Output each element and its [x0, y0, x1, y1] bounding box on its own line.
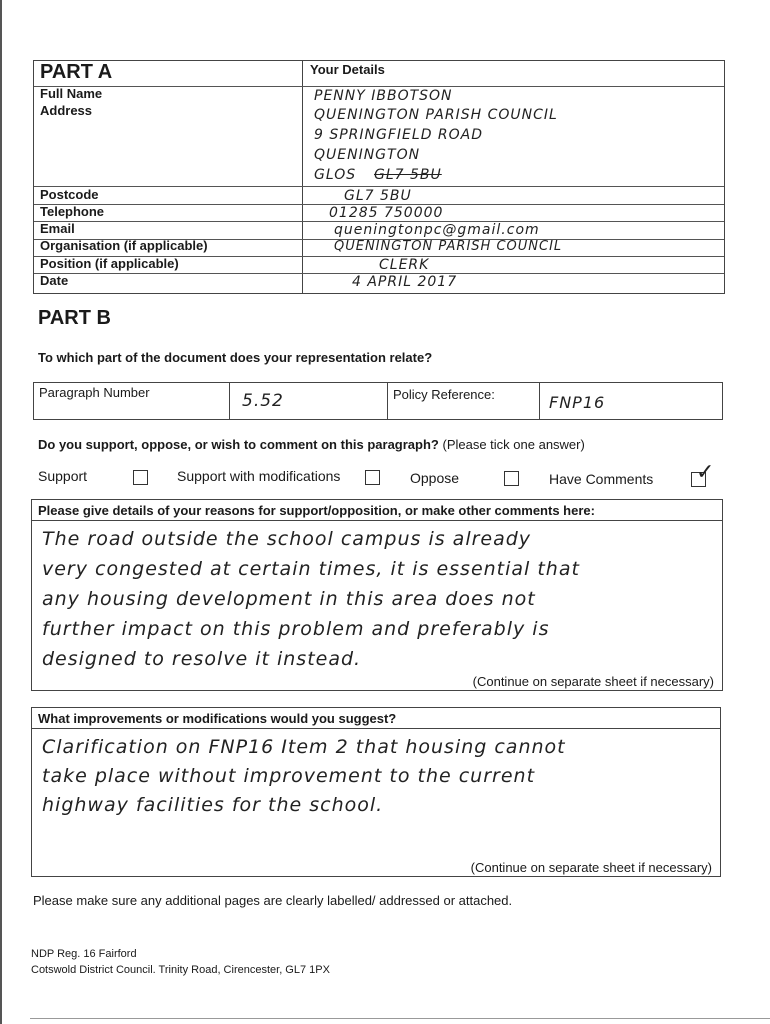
postcode-label: Postcode: [40, 187, 99, 202]
option-support-label: Support: [38, 468, 88, 484]
reasons-box[interactable]: [31, 499, 723, 691]
column-divider: [302, 61, 303, 293]
address-struck-postcode: GL7 5BU: [374, 167, 442, 183]
reasons-line: very congested at certain times, it is essential that: [42, 558, 580, 580]
improvements-line: take place without improvement to the current: [42, 765, 536, 787]
reasons-line: further impact on this problem and preferably is: [42, 618, 550, 640]
reasons-line: The road outside the school campus is already: [42, 528, 532, 550]
support-question: [38, 437, 585, 452]
paragraph-number-value: 5.52: [242, 391, 284, 411]
your-details-heading: Your Details: [310, 62, 385, 77]
support-question-note: (Please tick one answer): [442, 437, 585, 452]
improvements-line: highway facilities for the school.: [42, 794, 384, 816]
part-a-table: [33, 60, 725, 294]
email-label: Email: [40, 221, 75, 236]
paragraph-number-label: Paragraph Number: [39, 385, 150, 400]
postcode-value: GL7 5BU: [344, 188, 412, 204]
option-support-checkbox[interactable]: [133, 470, 148, 485]
improvements-line: Clarification on FNP16 Item 2 that housing cannot: [42, 736, 566, 758]
option-oppose-label: Oppose: [410, 470, 460, 486]
column-divider: [387, 383, 388, 419]
position-value: CLERK: [379, 257, 430, 273]
support-question-text: Do you support, oppose, or wish to comment on this paragraph?: [38, 437, 439, 452]
date-value: 4 APRIL 2017: [352, 274, 458, 290]
reasons-line: any housing development in this area does not: [42, 588, 536, 610]
heading-divider: [32, 520, 722, 521]
organisation-label: Organisation (if applicable): [40, 238, 208, 253]
improvements-heading: What improvements or modifications would you suggest?: [38, 711, 397, 726]
part-a-title: PART A: [40, 61, 113, 83]
address-label: Address: [40, 103, 93, 118]
document-reference: NDP Reg. 16 Fairford: [31, 948, 137, 960]
address-line-3: QUENINGTON: [314, 147, 421, 163]
policy-reference-label: Policy Reference:: [393, 387, 495, 402]
address-line-2: 9 SPRINGFIELD ROAD: [314, 127, 484, 143]
reasons-heading: Please give details of your reasons for support/opposition, or make other comments here:: [38, 503, 595, 518]
reasons-continue-note: (Continue on separate sheet if necessary): [472, 674, 714, 689]
telephone-value: 01285 750000: [329, 205, 444, 221]
address-line-1: QUENINGTON PARISH COUNCIL: [314, 107, 558, 123]
row-divider: [34, 86, 724, 87]
full-name-value: PENNY IBBOTSON: [314, 88, 453, 104]
option-support-mod-label: Support with modifications: [177, 468, 341, 484]
address-line-4: GLOS: [314, 167, 357, 183]
reasons-line: designed to resolve it instead.: [42, 648, 362, 670]
organisation-value: QUENINGTON PARISH COUNCIL: [334, 239, 563, 254]
option-support-mod-checkbox[interactable]: [365, 470, 380, 485]
full-name-label: Full Name: [40, 86, 103, 101]
email-value: queningtonpc@gmail.com: [334, 222, 540, 238]
column-divider: [229, 383, 230, 419]
bottom-rule: [30, 1018, 770, 1019]
part-b-title: PART B: [38, 307, 111, 329]
row-divider: [34, 186, 724, 187]
telephone-label: Telephone: [40, 204, 105, 219]
support-options: [38, 460, 738, 490]
option-oppose-checkbox[interactable]: [504, 471, 519, 486]
council-address: Cotswold District Council. Trinity Road, Cirencester, GL7 1PX: [31, 964, 330, 976]
paragraph-reference-table: [33, 382, 723, 420]
part-b-question: To which part of the document does your representation relate?: [38, 350, 433, 365]
position-label: Position (if applicable): [40, 256, 179, 271]
additional-pages-note: Please make sure any additional pages are clearly labelled/ addressed or attached.: [33, 893, 513, 908]
improvements-continue-note: (Continue on separate sheet if necessary): [470, 860, 712, 875]
column-divider: [539, 383, 540, 419]
heading-divider: [32, 728, 720, 729]
scan-edge: [0, 0, 2, 1024]
tick-mark-icon: ✓: [696, 460, 716, 485]
policy-reference-value: FNP16: [549, 393, 606, 412]
date-label: Date: [40, 273, 69, 288]
option-comments-label: Have Comments: [549, 471, 654, 487]
improvements-box[interactable]: [31, 707, 721, 877]
